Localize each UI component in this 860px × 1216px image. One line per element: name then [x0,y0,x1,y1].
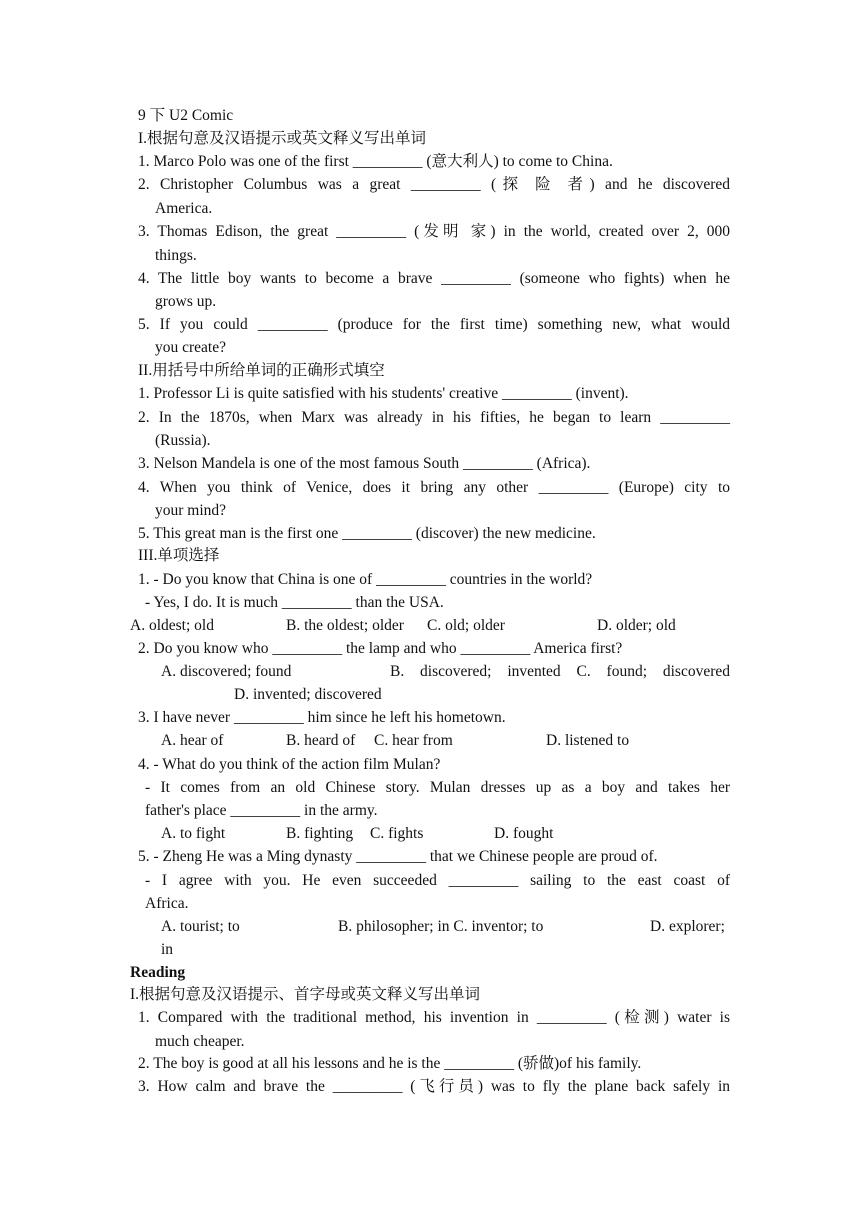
option: in [161,941,174,958]
option: A. discovered; found [161,663,292,680]
option: B. philosopher; in C. inventor; to [338,918,544,935]
option: D. listened to [546,732,630,749]
question-line: 5. - Zheng He was a Ming dynasty _________ that we Chinese people are proud of. [138,848,658,865]
question-line: - It comes from an old Chinese story. Mulan dresses up as a boy and takes her [145,779,730,796]
question-line: 4. When you think of Venice, does it bring any other _________ (Europe) city to [138,479,730,496]
section-heading: I.根据句意及汉语提示或英文释义写出单词 [138,130,427,147]
option: C. hear from [374,732,453,749]
question-line: 3. Nelson Mandela is one of the most famous South _________ (Africa). [138,455,591,472]
question-line: 3. I have never _________ him since he left his hometown. [138,709,506,726]
question-line: 5. If you could _________ (produce for the first time) something new, what would [138,316,730,333]
option: C. old; older [427,617,505,634]
option: D. explorer; [650,918,725,935]
option: A. oldest; old [130,617,214,634]
section-title-reading: Reading [130,964,186,981]
question-line: you create? [155,339,226,356]
question-line: - Yes, I do. It is much _________ than the USA. [145,594,444,611]
doc-title: 9 下 U2 Comic [138,107,234,124]
question-line: your mind? [155,502,227,519]
question-line: grows up. [155,293,217,310]
question-line: (Russia). [155,432,211,449]
option: B. discovered; invented C. found; discovered [390,663,730,680]
section-heading: III.单项选择 [138,547,220,564]
option: B. the oldest; older [286,617,404,634]
question-line: 1. Professor Li is quite satisfied with his students' creative _________ (invent). [138,385,629,402]
option: D. invented; discovered [234,686,382,703]
question-line: 4. - What do you think of the action film Mulan? [138,756,441,773]
option: D. fought [494,825,554,842]
question-line: things. [155,247,197,264]
question-line: 4. The little boy wants to become a brave _________ (someone who fights) when he [138,270,730,287]
question-line: 2. In the 1870s, when Marx was already in his fifties, he began to learn _________ [138,409,730,426]
question-line: Africa. [145,895,189,912]
question-line: 3. Thomas Edison, the great _________ (发明 家) in the world, created over 2, 000 [138,223,730,240]
option: A. to fight [161,825,226,842]
question-line: - I agree with you. He even succeeded _________ sailing to the east coast of [145,872,730,889]
option: C. fights [370,825,424,842]
option: A. tourist; to [161,918,240,935]
question-line: 3. How calm and brave the _________ (飞行员) was to fly the plane back safely in [138,1078,730,1095]
question-line: 1. Marco Polo was one of the first _________ (意大利人) to come to China. [138,153,613,170]
section-heading: II.用括号中所给单词的正确形式填空 [138,362,385,379]
question-line: 2. The boy is good at all his lessons and he is the _________ (骄做)of his family. [138,1055,642,1072]
question-line: father's place _________ in the army. [145,802,378,819]
option: B. fighting [286,825,354,842]
question-line: 1. Compared with the traditional method, his invention in _________ (检测) water is [138,1009,730,1026]
question-line: much cheaper. [155,1033,245,1050]
option: A. hear of [161,732,224,749]
question-line: 5. This great man is the first one _________ (discover) the new medicine. [138,525,596,542]
option: B. heard of [286,732,356,749]
question-line: 2. Christopher Columbus was a great _________ (探 险 者) and he discovered [138,176,730,193]
option: D. older; old [597,617,676,634]
question-line: 1. - Do you know that China is one of _________ countries in the world? [138,571,593,588]
question-line: America. [155,200,213,217]
question-line: 2. Do you know who _________ the lamp and who _________ America first? [138,640,623,657]
section-heading: I.根据句意及汉语提示、首字母或英文释义写出单词 [130,986,481,1003]
